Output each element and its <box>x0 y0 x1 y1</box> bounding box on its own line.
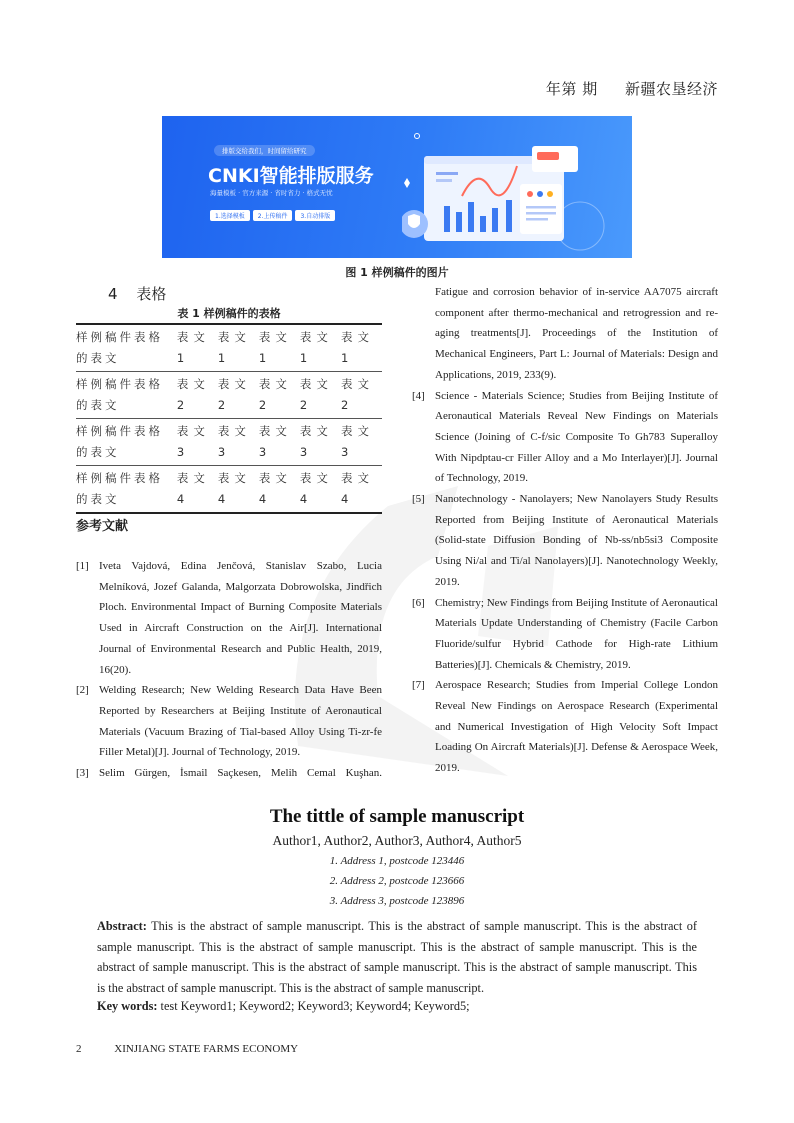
reference-item <box>76 556 382 680</box>
reference-number: [7] <box>412 679 425 692</box>
table-row-label: 样例稿件表格的表文 <box>76 424 163 459</box>
keywords <box>97 999 697 1014</box>
table-row-label: 样例稿件表格的表文 <box>76 377 163 412</box>
section-heading <box>108 283 166 304</box>
table-row <box>76 466 382 514</box>
table-cell: 表文4 <box>299 471 333 506</box>
table-row <box>76 419 382 466</box>
section-title: 表格 <box>136 285 167 303</box>
running-header <box>546 78 718 99</box>
section-number: 4 <box>108 285 118 303</box>
table-cell: 表文4 <box>340 471 374 506</box>
address-line: 1. Address 1, postcode 123446 <box>329 855 465 867</box>
table-row <box>76 324 382 372</box>
reference-number: [6] <box>412 596 425 609</box>
address-line: 3. Address 3, postcode 123896 <box>329 895 465 907</box>
table-cell: 表文2 <box>176 377 210 412</box>
table-cell: 表文3 <box>299 424 333 459</box>
reference-text: Aerospace Research; Studies from Imperial College London Reveal New Findings on Aerospace Research (Experimental and Numerical Investigation of High Velocity Soft Impact Loading On Aircraft Materials)[J]. Defense & Aerospace Week, 2019. <box>435 679 718 775</box>
reference-number: [4] <box>412 389 425 402</box>
table-cell: 表文1 <box>340 330 374 365</box>
table-cell: 表文4 <box>258 471 292 506</box>
table-cell: 表文3 <box>176 424 210 459</box>
reference-item <box>412 593 718 676</box>
english-title: The tittle of sample manuscript <box>269 806 525 827</box>
table-cell: 表文4 <box>176 471 210 506</box>
reference-item <box>412 489 718 593</box>
figure-banner <box>162 116 632 258</box>
table-cell: 表文1 <box>217 330 251 365</box>
banner-features: 海量模板 · 官方来源 · 省时省力 · 格式无忧 <box>210 189 333 197</box>
table-cell: 表文1 <box>299 330 333 365</box>
banner-title: CNKI智能排版服务 <box>208 165 374 187</box>
address-line: 2. Address 2, postcode 123666 <box>329 875 465 887</box>
table-cell: 表文2 <box>258 377 292 412</box>
reference-number: [5] <box>412 493 425 506</box>
reference-number: [1] <box>76 560 89 572</box>
table-cell: 表文1 <box>176 330 210 365</box>
journal-name: 新疆农垦经济 <box>624 80 718 98</box>
reference-text: Science - Materials Science; Studies from Beijing Institute of Aeronautical Materials Reveal New Findings on Materials Science (Joining of C-f/sic Composite To Gh783 Superalloy With Nipdptau-cr Filler Alloy and a Mo Interlayer)[J]. Journal of Technology, 2019. <box>435 389 718 485</box>
table-cell: 表文3 <box>217 424 251 459</box>
issue-label: 年第 期 <box>545 80 598 98</box>
table-cell: 表文3 <box>258 424 292 459</box>
reference-item <box>412 386 718 490</box>
table-cell: 表文2 <box>299 377 333 412</box>
page-number: 2 <box>76 1043 82 1055</box>
reference-number: [3] <box>76 767 89 780</box>
reference-item <box>412 675 718 779</box>
table-caption: 表 1 样例稿件的表格 <box>177 307 281 320</box>
abstract <box>97 916 697 999</box>
reference-text: Chemistry; New Findings from Beijing Institute of Aeronautical Materials Update Understanding of Chemistry (Facile Carbon Fluoride/sulfur Hybrid Cathode for High-rate Lithium Batteries)[J]. Chemicals & Chemistry, 2019. <box>435 596 718 671</box>
footer-journal: XINJIANG STATE FARMS ECONOMY <box>114 1043 299 1055</box>
references-left-column <box>76 556 382 784</box>
banner-tagline: 排版交给我们，时间留给研究 <box>214 145 315 156</box>
reference-item <box>76 680 382 763</box>
table-row <box>76 372 382 419</box>
table-row-label: 样例稿件表格的表文 <box>76 330 163 365</box>
banner-step: 2.上传稿件 <box>253 210 293 221</box>
keywords-label: Key words: <box>97 999 158 1013</box>
reference-number: [2] <box>76 684 89 697</box>
reference-text-continued: Fatigue and corrosion behavior of in-service AA7075 aircraft component after thermo-mechanical and retrogression and re-aging treatments[J]. Proceedings of the Institution of Mechanical Engineers, Part L: Journal of Materials: Design and Applications, 2019, 233(9). <box>435 286 718 381</box>
references-right-column <box>412 282 718 779</box>
english-authors: Author1, Author2, Author3, Author4, Author5 <box>272 833 522 848</box>
table-cell: 表文2 <box>340 377 374 412</box>
reference-text-first-line: Selim Gürgen, İsmail Saçkesen, Melih Cemal Kuşhan. <box>99 767 382 780</box>
table-row-label: 样例稿件表格的表文 <box>76 471 163 506</box>
keywords-text: test Keyword1; Keyword2; Keyword3; Keyword4; Keyword5; <box>160 999 470 1013</box>
reference-item <box>76 763 382 784</box>
table-cell: 表文4 <box>217 471 251 506</box>
reference-text: Iveta Vajdová, Edina Jenčová, Stanislav Szabo, Lucia Melníková, Jozef Galanda, Malgorzata Dobrowolska, Jindřich Ploch. Environmental Impact of Burning Composite Materials Used in Aircraft Construction on the Air[J]. International Journal of Environmental Research and Public Health, 2019, 16(20). <box>99 560 382 676</box>
abstract-text: This is the abstract of sample manuscript. This is the abstract of sample manuscript. This is the abstract of sample manuscript. This is the abstract of sample manuscript. This is the abstract of sample manuscript. This is the abstract of sample manuscript. This is the abstract of sample manuscript. This is the abstract of sample manuscript. This is the abstract of sample manuscript. This is the abstract of sample manuscript. <box>97 919 697 996</box>
figure-caption: 图 1 样例稿件的图片 <box>345 266 449 279</box>
reference-text: Nanotechnology - Nanolayers; New Nanolayers Study Results Reported from Beijing Institute of Aeronautical Materials (Solid-state Diffusion Bonding of Nb-ss/nb5si3 Composite Using Ni/al and Ti/al Nanolayers)[J]. Nanotechnology Weekly, 2019. <box>435 493 718 588</box>
data-table <box>76 323 382 514</box>
table-cell: 表文3 <box>340 424 374 459</box>
banner-step: 1.选择模板 <box>210 210 250 221</box>
references-heading: 参考文献 <box>76 519 129 534</box>
reference-item-continued <box>412 282 718 386</box>
banner-steps <box>210 210 335 221</box>
banner-illustration <box>402 126 622 251</box>
abstract-label: Abstract: <box>97 919 147 933</box>
page-footer <box>76 1043 298 1055</box>
banner-step: 3.自动排版 <box>295 210 335 221</box>
table-cell: 表文1 <box>258 330 292 365</box>
reference-text: Welding Research; New Welding Research Data Have Been Reported by Researchers at Beijing Institute of Aeronautical Materials (Vacuum Brazing of Tial-based Alloy Using Ti-zr-fe Filler Metal)[J]. Journal of Technology, 2019. <box>99 684 382 759</box>
table-cell: 表文2 <box>217 377 251 412</box>
